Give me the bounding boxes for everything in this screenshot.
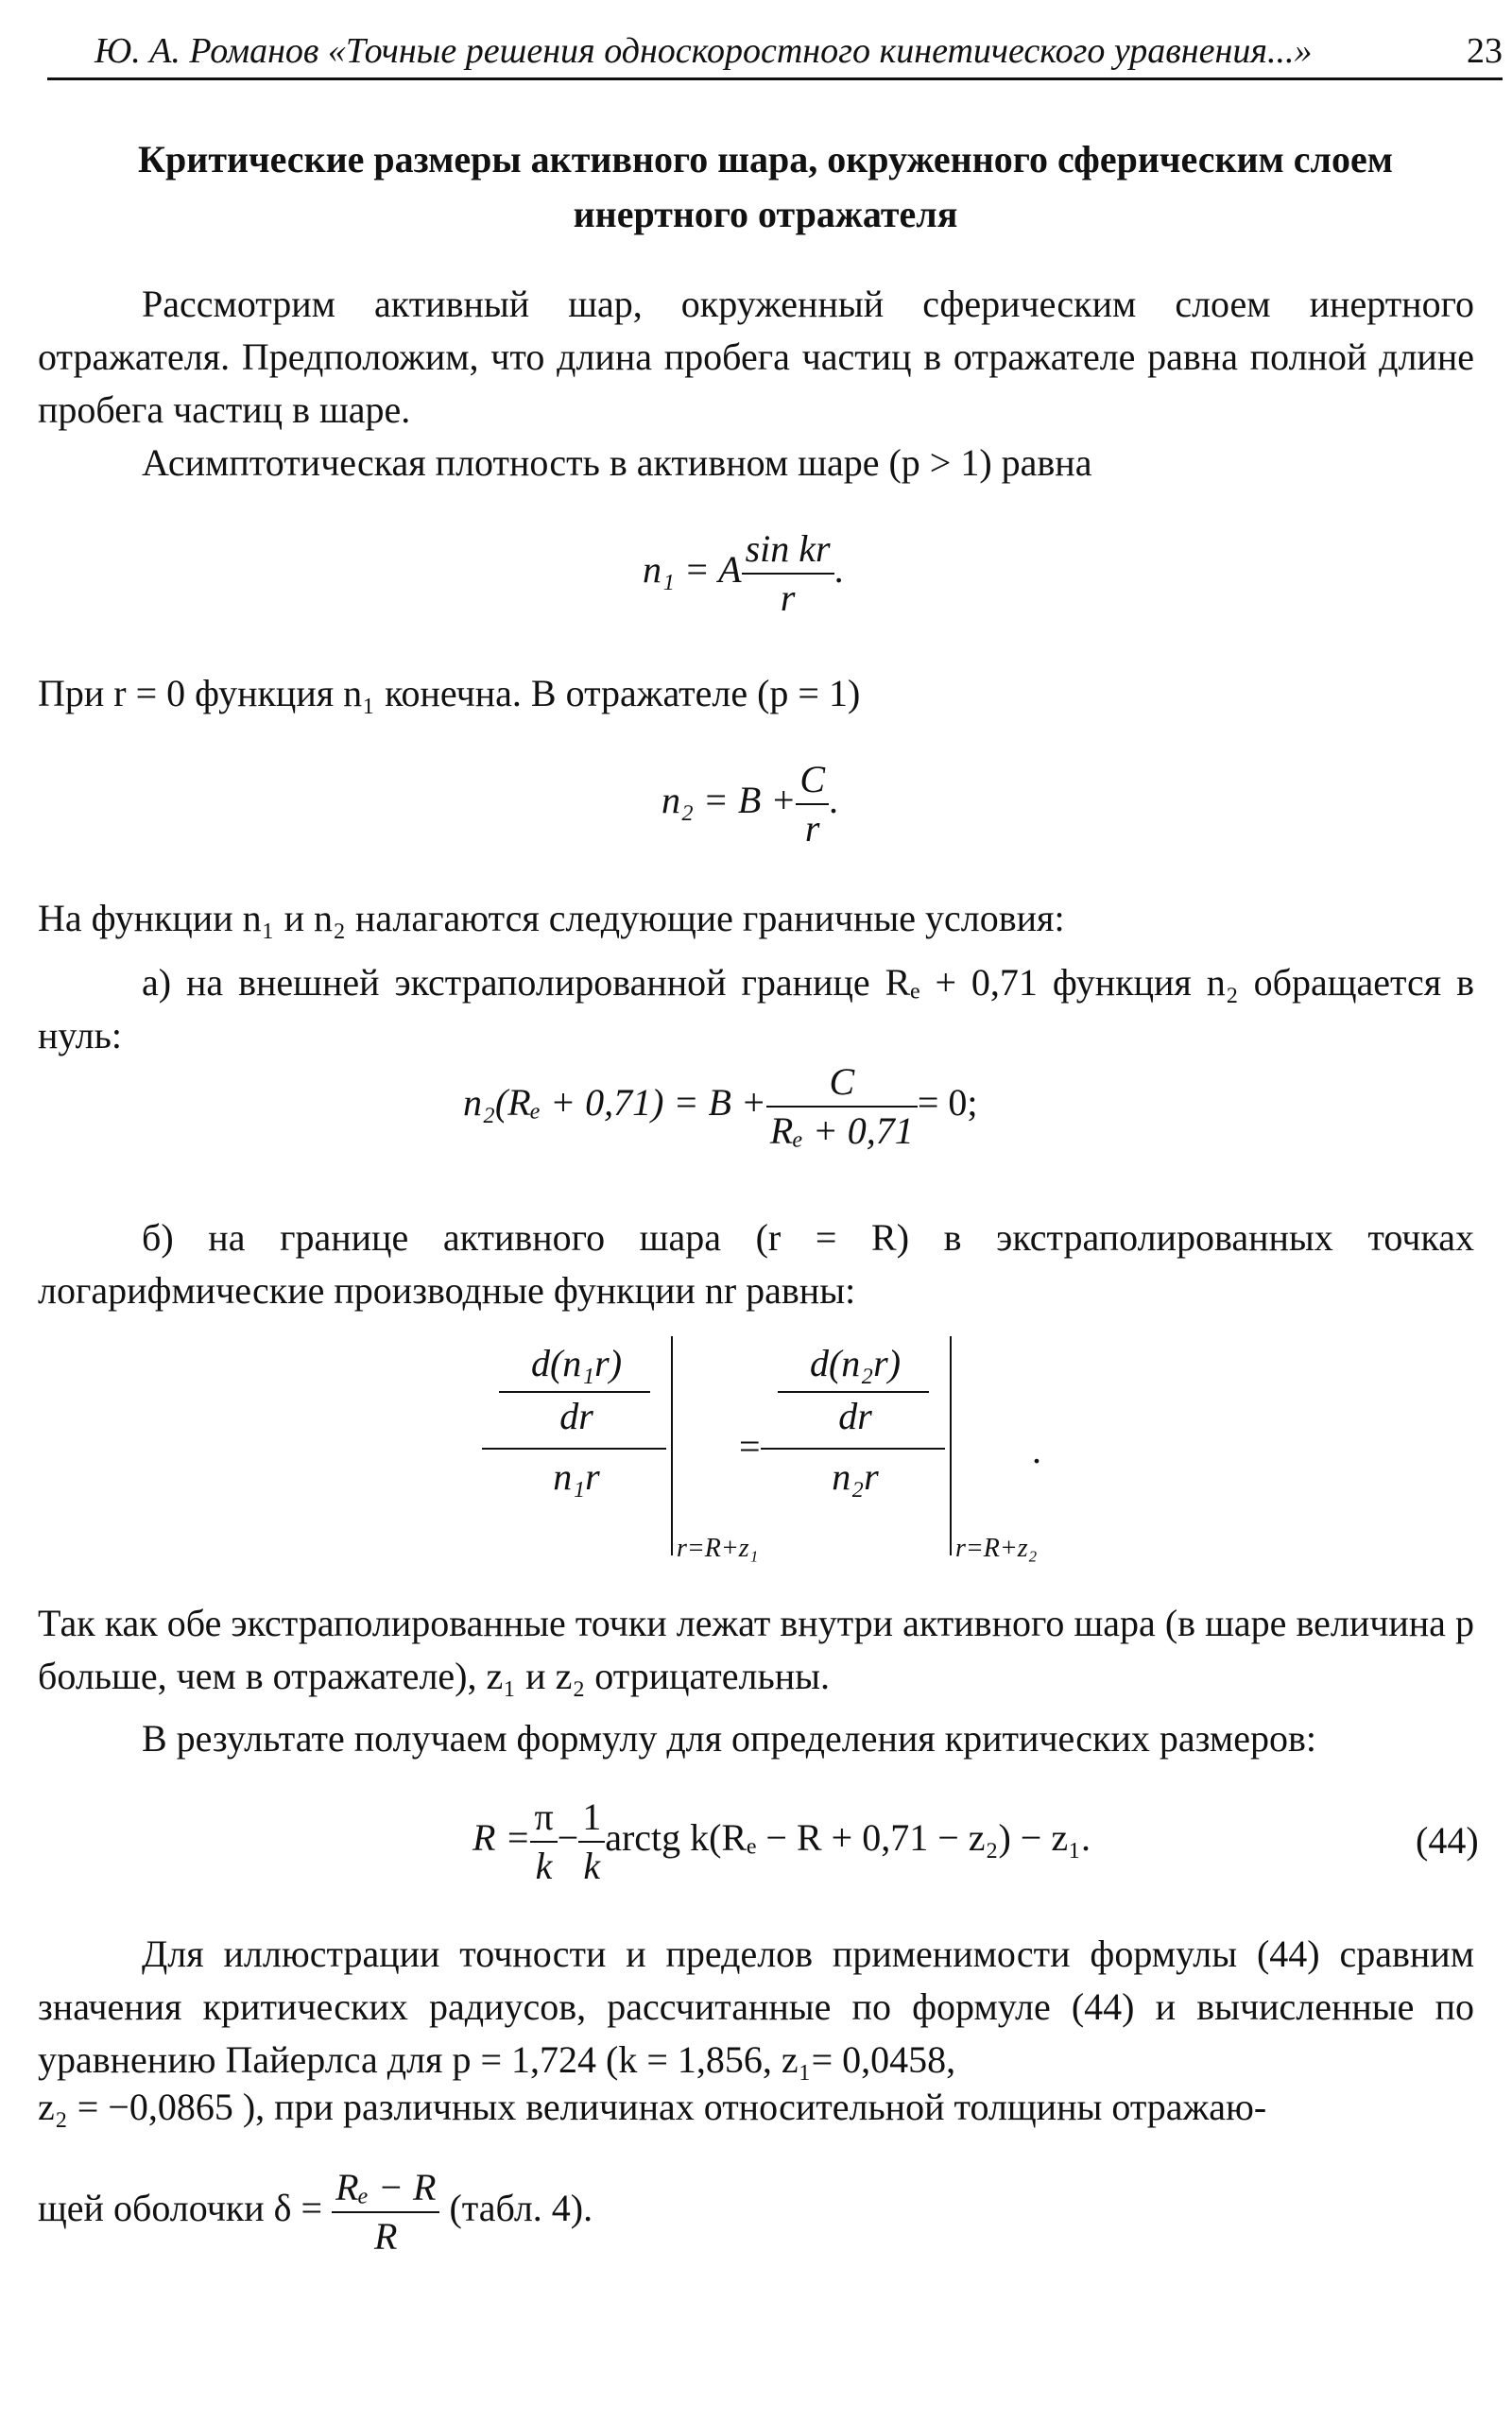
- eq5-f2-numerator: 1: [578, 1794, 605, 1843]
- eq2-numerator: C: [796, 756, 829, 805]
- eq4-left-denominator: n₁r: [553, 1455, 600, 1498]
- paragraph-5: а) на внешней экстраполированной границе Rₑ + 0,71 функция n₂ обращается в нуль:: [38, 961, 1474, 1056]
- paragraph-3: При r = 0 функция n₁ конечна. В отражателе (p = 1): [38, 672, 861, 714]
- p10b-text-before: щей оболочки δ =: [38, 2187, 323, 2230]
- delta-denominator: R: [374, 2215, 398, 2258]
- paragraph-1: Рассмотрим активный шар, окруженный сферическим слоем инертного отражателя. Предположим, что длина пробега частиц в отражателе равна полной длине пробега частиц в шаре.: [38, 283, 1474, 431]
- eq4-left-main-line: [482, 1448, 666, 1450]
- paragraph-7: Так как обе экстраполированные точки лежат внутри активного шара (в шаре величина p больше, чем в отражателе), z₁ и z₂ отрицательны.: [38, 1602, 1474, 1697]
- eq1-denominator: r: [780, 576, 796, 619]
- paragraph-6: б) на границе активного шара (r = R) в экстраполированных точках логарифмические производные функции nr равны:: [38, 1216, 1474, 1312]
- eq5-fraction-2: [578, 1794, 605, 1890]
- eq1-lhs: n₁ = A: [643, 548, 742, 592]
- eq5-f2-denominator: k: [583, 1845, 601, 1887]
- eq4-tail: .: [1032, 1429, 1041, 1471]
- eq2-lhs: n₂ = B +: [662, 779, 797, 822]
- eq4-equals: =: [739, 1425, 761, 1468]
- eq4-left-mid: dr: [559, 1395, 593, 1437]
- delta-fraction: [332, 2164, 439, 2260]
- equation-2: [662, 756, 838, 852]
- eq4-right-mid: dr: [838, 1395, 872, 1437]
- eq2-fraction: [796, 756, 829, 852]
- equation-4: [472, 1332, 1058, 1578]
- paragraph-9: Для иллюстрации точности и пределов применимости формулы (44) сравним значения критических радиусов, рассчитанные по формуле (44) и вычисленные по уравнению Пайерлса для p = 1,724 (k = 1,856, z₁= 0,0458,: [38, 1932, 1474, 2081]
- eq4-left-numerator: d(n₁r): [530, 1342, 623, 1384]
- eq1-numerator: sin kr: [742, 525, 834, 575]
- eq5-fraction-1: [530, 1794, 557, 1890]
- running-title: Ю. А. Романов «Точные решения односкоростного кинетического уравнения...»: [94, 31, 1313, 71]
- eq1-fraction: [742, 525, 834, 622]
- eq5-f1-numerator: π: [530, 1794, 557, 1843]
- equation-1: [643, 525, 844, 622]
- eq5-lhs: R =: [472, 1816, 531, 1860]
- eq4-right-numerator: d(n₂r): [809, 1342, 902, 1384]
- paragraph-4: На функции n₁ и n₂ налагаются следующие граничные условия:: [38, 897, 1065, 939]
- eq3-tail: = 0;: [917, 1081, 978, 1125]
- eq2-tail: .: [829, 779, 839, 822]
- eq3-fraction: [766, 1058, 918, 1155]
- eq1-tail: .: [833, 548, 844, 592]
- eq3-numerator: C: [766, 1058, 918, 1108]
- eq4-left-eval-bar: [671, 1336, 673, 1555]
- page-number: 23: [1467, 31, 1503, 71]
- running-header: [47, 26, 1503, 80]
- equation-number-44: (44): [1416, 1819, 1479, 1862]
- eq4-right-denominator: n₂r: [832, 1455, 879, 1498]
- p10b-text-after: (табл. 4).: [449, 2187, 593, 2230]
- eq4-right-main-line: [761, 1448, 945, 1450]
- eq5-f1-denominator: k: [535, 1845, 553, 1887]
- eq4-right-eval-bar: [950, 1336, 952, 1555]
- delta-numerator: Rₑ − R: [332, 2164, 439, 2213]
- paragraph-2: Асимптотическая плотность в активном шаре (p > 1) равна: [142, 441, 1092, 484]
- equation-3: [463, 1058, 977, 1155]
- eq4-left-eval: r=R+z₁: [677, 1534, 759, 1563]
- eq3-lhs: n₂(Rₑ + 0,71) = B +: [463, 1081, 766, 1125]
- paragraph-10b: [38, 2164, 593, 2260]
- paragraph-10a: z₂ = −0,0865 ), при различных величинах относительной толщины отражаю-: [38, 2086, 1267, 2128]
- paragraph-8: В результате получаем формулу для определения критических размеров:: [142, 1717, 1316, 1760]
- eq3-denominator: Rₑ + 0,71: [769, 1109, 914, 1152]
- section-title: Критические размеры активного шара, окруженного сферическим слоем инертного отражателя: [138, 138, 1393, 235]
- eq5-body: arctg k(Rₑ − R + 0,71 − z₂) − z₁.: [605, 1816, 1091, 1860]
- equation-5: [472, 1794, 1091, 1890]
- eq2-denominator: r: [804, 807, 820, 850]
- eq4-right-eval: r=R+z₂: [955, 1534, 1038, 1563]
- eq5-minus: −: [557, 1816, 579, 1860]
